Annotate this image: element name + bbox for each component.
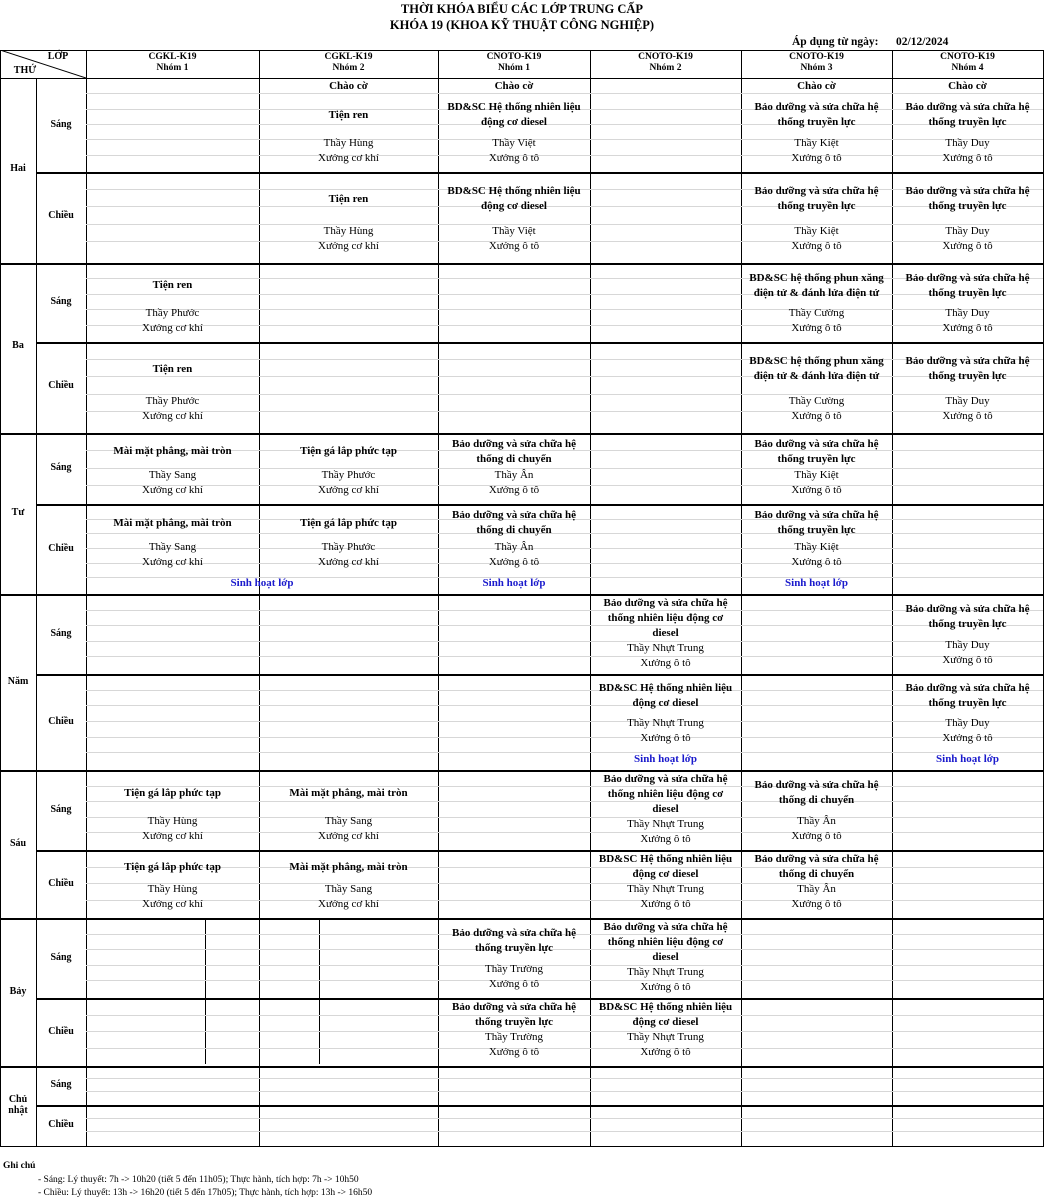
grid-line	[0, 1066, 1044, 1068]
entry-room: Xưởng cơ khí	[142, 556, 203, 568]
entry-subject: Bảo dưỡng và sửa chữa hệ thống truyền lực	[754, 437, 879, 465]
entry-subject: BD&SC Hệ thống nhiên liệu động cơ diesel	[447, 101, 581, 128]
entry-subject: Bảo dưỡng và sửa chữa hệ thống truyền lực	[905, 185, 1030, 212]
entry-subject: Bảo dưỡng và sửa chữa hệ thống truyền lực	[452, 1001, 576, 1028]
entry-subject: Tiện ren	[328, 192, 369, 205]
session-label	[36, 674, 86, 768]
entry-teacher: Thầy Trường	[485, 1031, 543, 1043]
entry-subject: Bảo dưỡng và sửa chữa hệ thống truyền lực	[754, 509, 879, 536]
entry-room: Xưởng ô tô	[791, 152, 842, 164]
entry-subject: Bảo dưỡng và sửa chữa hệ thống nhiên liệu động cơ diesel	[603, 921, 728, 963]
session-name: Chiều	[48, 877, 74, 889]
grid-line	[86, 1118, 1043, 1119]
schedule-entry	[260, 435, 437, 498]
session-name: Chiều	[48, 715, 74, 727]
schedule-entry	[742, 344, 891, 424]
entry-subject: Bảo dưỡng và sửa chữa hệ thống di chuyển	[754, 853, 879, 880]
flag-ceremony: Chào cờ	[948, 80, 987, 92]
entry-teacher: Thầy Hùng	[147, 815, 198, 827]
session-label	[36, 342, 86, 428]
day-name: Bảy	[9, 985, 27, 997]
entry-subject: Bảo dưỡng và sửa chữa hệ thống truyền lực	[905, 355, 1030, 382]
entry-subject: Bảo dưỡng và sửa chữa hệ thống truyền lực	[905, 101, 1030, 128]
entry-room: Xưởng ô tô	[488, 1046, 540, 1058]
entry-teacher: Thầy Cường	[788, 307, 845, 319]
flag-ceremony: Chào cờ	[329, 80, 368, 92]
schedule-entry	[260, 852, 437, 912]
entry-teacher: Thầy Cường	[788, 395, 845, 407]
schedule-entry	[87, 435, 258, 498]
day-label	[0, 433, 36, 592]
entry-subject: Mài mặt phẳng, mài tròn	[289, 786, 408, 799]
entry-teacher: Thầy Nhựt Trung	[627, 883, 704, 895]
schedule-entry	[87, 772, 258, 844]
grid-line	[86, 1091, 1043, 1092]
class-meeting: Sinh hoạt lớp	[936, 753, 999, 765]
session-label	[36, 850, 86, 916]
column-class: CGKL-K19	[324, 52, 373, 62]
schedule-entry	[591, 920, 740, 992]
session-name: Chiều	[48, 1119, 74, 1130]
class-meeting: Sinh hoạt lớp	[785, 577, 848, 589]
column-class: CGKL-K19	[148, 52, 197, 62]
session-name: Sáng	[50, 462, 72, 473]
entry-room: Xưởng ô tô	[488, 556, 540, 568]
entry-teacher: Thầy Hùng	[323, 137, 374, 149]
session-name: Chiều	[48, 209, 74, 221]
entry-room: Xưởng ô tô	[791, 240, 842, 252]
schedule-entry	[893, 676, 1042, 746]
entry-teacher: Thầy Ân	[797, 883, 836, 895]
entry-teacher: Thầy Trường	[485, 963, 543, 975]
column-class: CNOTO-K19	[940, 52, 995, 62]
schedule-entry	[439, 435, 589, 498]
entry-room: Xưởng ô tô	[942, 322, 993, 334]
session-name: Sáng	[50, 951, 72, 963]
day-label	[0, 1066, 36, 1144]
column-header	[590, 52, 741, 78]
schedule-entry	[893, 344, 1042, 424]
entry-room: Xưởng cơ khí	[142, 830, 203, 842]
session-label	[36, 1105, 86, 1144]
schedule-entry	[591, 596, 740, 668]
schedule-entry	[591, 852, 740, 912]
column-class: CNOTO-K19	[789, 52, 844, 62]
day-name: Sáu	[9, 837, 27, 849]
entry-room: Xưởng ô tô	[791, 898, 842, 910]
entry-teacher: Thầy Duy	[945, 225, 990, 237]
entry-subject: BD&SC Hệ thống nhiên liệu động cơ diesel	[598, 1001, 733, 1028]
entry-room: Xưởng ô tô	[488, 978, 540, 990]
session-label	[36, 263, 86, 340]
entry-room: Xưởng cơ khí	[318, 898, 379, 910]
class-meeting: Sinh hoạt lớp	[634, 753, 697, 765]
entry-room: Xưởng cơ khí	[142, 410, 203, 422]
header-day-label: THỨ	[13, 65, 37, 76]
column-header	[438, 52, 590, 78]
entry-subject: Bảo dưỡng và sửa chữa hệ thống nhiên liệu động cơ diesel	[603, 773, 728, 815]
grid-line	[205, 918, 206, 1064]
entry-room: Xưởng ô tô	[640, 657, 691, 669]
entry-teacher: Thầy Sang	[324, 815, 373, 827]
day-label	[0, 263, 36, 428]
entry-room: Xưởng cơ khí	[142, 484, 203, 496]
session-name: Sáng	[50, 118, 72, 130]
column-header	[86, 52, 259, 78]
entry-subject: Bảo dưỡng và sửa chữa hệ thống truyền lực	[905, 271, 1030, 299]
entry-teacher: Thầy Hùng	[147, 883, 198, 895]
entry-teacher: Thầy Nhựt Trung	[627, 717, 704, 729]
entry-subject: Bảo dưỡng và sửa chữa hệ thống truyền lực	[905, 682, 1030, 709]
column-group: Nhóm 2	[332, 63, 365, 73]
entry-teacher: Thầy Nhựt Trung	[627, 818, 704, 830]
session-name: Chiều	[48, 1025, 74, 1037]
apply-date-label: Áp dụng từ ngày:	[792, 36, 879, 48]
entry-room: Xưởng ô tô	[791, 484, 842, 496]
entry-subject: BD&SC hệ thống phun xăng điện tử & đánh lửa điện tử	[749, 355, 884, 382]
entry-teacher: Thầy Duy	[945, 717, 990, 729]
grid-line	[0, 50, 1044, 51]
schedule-entry	[260, 506, 437, 570]
entry-room: Xưởng cơ khí	[142, 898, 203, 910]
entry-room: Xưởng ô tô	[791, 322, 842, 334]
session-label	[36, 504, 86, 592]
session-name: Chiều	[48, 379, 74, 391]
entry-room: Xưởng ô tô	[942, 654, 993, 666]
day-name: Năm	[7, 675, 29, 687]
entry-subject: Tiện ren	[328, 108, 369, 121]
grid-line	[319, 918, 320, 1064]
flag-ceremony: Chào cờ	[797, 80, 836, 92]
column-header	[259, 52, 438, 78]
entry-room: Xưởng ô tô	[942, 152, 993, 164]
session-label	[36, 998, 86, 1064]
session-label	[36, 78, 86, 170]
session-label	[36, 1066, 86, 1103]
column-group: Nhóm 2	[649, 63, 682, 73]
entry-subject: Bảo dưỡng và sửa chữa hệ thống truyền lực	[754, 101, 879, 128]
schedule-entry	[591, 772, 740, 844]
entry-teacher: Thầy Duy	[945, 395, 990, 407]
entry-subject: Tiện ren	[152, 362, 193, 375]
entry-teacher: Thầy Việt	[492, 225, 536, 237]
schedule-entry	[591, 676, 740, 746]
entry-room: Xưởng ô tô	[488, 484, 540, 496]
entry-room: Xưởng cơ khí	[318, 240, 379, 252]
schedule-entry	[742, 174, 891, 254]
entry-room: Xưởng ô tô	[488, 152, 540, 164]
grid-line	[86, 1131, 1043, 1132]
column-group: Nhóm 1	[498, 63, 530, 73]
entry-subject: Tiện ren	[152, 279, 193, 291]
entry-room: Xưởng cơ khí	[142, 322, 203, 334]
entry-subject: Bảo dưỡng và sửa chữa hệ thống nhiên liệu động cơ diesel	[603, 597, 728, 639]
entry-teacher: Thầy Việt	[492, 137, 536, 149]
grid-line	[0, 594, 1044, 596]
entry-room: Xưởng ô tô	[791, 410, 842, 422]
column-group: Nhóm 3	[800, 63, 833, 73]
entry-teacher: Thầy Nhựt Trung	[627, 642, 704, 654]
entry-subject: Mài mặt phẳng, mài tròn	[113, 445, 232, 457]
entry-teacher: Thầy Ân	[797, 815, 836, 827]
schedule-entry	[87, 852, 258, 912]
entry-subject: Bảo dưỡng và sửa chữa hệ thống truyền lực	[452, 927, 576, 954]
schedule-entry	[591, 1000, 740, 1060]
entry-room: Xưởng ô tô	[640, 898, 691, 910]
session-name: Chiều	[48, 542, 74, 554]
entry-teacher: Thầy Sang	[324, 883, 373, 895]
day-name: Hai	[10, 162, 26, 174]
entry-room: Xưởng ô tô	[791, 556, 842, 568]
entry-teacher: Thầy Kiệt	[794, 137, 839, 149]
schedule-entry	[742, 265, 891, 336]
schedule-entry	[87, 265, 258, 336]
header-class-label: LỚP	[47, 51, 69, 62]
session-label	[36, 918, 86, 996]
entry-subject: Mài mặt phẳng, mài tròn	[289, 860, 408, 873]
schedule-entry	[439, 920, 589, 992]
entry-subject: BD&SC Hệ thống nhiên liệu động cơ diesel	[598, 682, 733, 709]
schedule-entry	[439, 1000, 589, 1060]
day-label	[0, 78, 36, 258]
day-name: Chủ nhật	[8, 1094, 28, 1116]
entry-subject: Tiện gá lắp phức tạp	[300, 516, 397, 529]
entry-room: Xưởng ô tô	[488, 240, 540, 252]
schedule-entry	[260, 94, 437, 166]
entry-teacher: Thầy Ân	[494, 541, 534, 553]
entry-teacher: Thầy Sang	[148, 469, 197, 481]
entry-teacher: Thầy Sang	[148, 541, 197, 553]
entry-teacher: Thầy Hùng	[323, 225, 374, 237]
schedule-entry	[742, 772, 891, 844]
entry-teacher: Thầy Duy	[945, 137, 990, 149]
entry-subject: BD&SC Hệ thống nhiên liệu động cơ diesel	[598, 853, 733, 880]
day-label	[0, 770, 36, 916]
schedule-entry	[439, 174, 589, 254]
column-class: CNOTO-K19	[638, 52, 693, 62]
schedule-entry	[439, 506, 589, 570]
schedule-entry	[439, 94, 589, 166]
entry-room: Xưởng ô tô	[791, 830, 842, 842]
grid-line	[86, 50, 87, 1146]
entry-teacher: Thầy Kiệt	[794, 469, 839, 481]
class-meeting: Sinh hoạt lớp	[230, 577, 294, 589]
entry-teacher: Thầy Nhựt Trung	[627, 966, 704, 978]
entry-room: Xưởng cơ khí	[318, 484, 379, 496]
class-meeting: Sinh hoạt lớp	[482, 577, 546, 589]
schedule-entry	[742, 94, 891, 166]
session-label	[36, 594, 86, 672]
entry-teacher: Thầy Phước	[145, 307, 200, 319]
entry-teacher: Thầy Duy	[945, 307, 990, 319]
session-label	[36, 172, 86, 258]
entry-room: Xưởng cơ khí	[318, 152, 379, 164]
document-subtitle: KHÓA 19 (KHOA KỸ THUẬT CÔNG NGHIỆP)	[389, 18, 655, 32]
schedule-entry	[893, 94, 1042, 166]
day-label	[0, 594, 36, 768]
entry-subject: Bảo dưỡng và sửa chữa hệ thống truyền lực	[754, 185, 879, 212]
session-label	[36, 433, 86, 502]
document-title: THỜI KHÓA BIỂU CÁC LỚP TRUNG CẤP	[400, 2, 644, 16]
flag-ceremony: Chào cờ	[494, 80, 534, 92]
session-label	[36, 770, 86, 848]
note-afternoon: - Chiều: Lý thuyết: 13h -> 16h20 (tiết 5 đến 17h05); Thực hành, tích hợp: 13h -> 16h50	[38, 1188, 373, 1198]
entry-room: Xưởng ô tô	[640, 833, 691, 845]
grid-line	[0, 1146, 1044, 1147]
entry-teacher: Thầy Phước	[321, 469, 376, 481]
day-name: Ba	[12, 340, 24, 351]
day-label	[0, 918, 36, 1064]
entry-subject: BD&SC hệ thống phun xăng điện tử & đánh lửa điện tử	[749, 271, 884, 299]
column-header	[892, 52, 1043, 78]
notes-heading: Ghi chú	[3, 1161, 36, 1171]
entry-subject: Mài mặt phẳng, mài tròn	[113, 516, 232, 529]
day-name: Tư	[11, 507, 25, 518]
note-morning: - Sáng: Lý thuyết: 7h -> 10h20 (tiết 5 đến 11h05); Thực hành, tích hợp: 7h -> 10h50	[38, 1175, 359, 1185]
entry-subject: Tiện gá lắp phức tạp	[300, 445, 397, 457]
grid-line	[36, 1105, 1044, 1107]
entry-subject: Bảo dưỡng và sửa chữa hệ thống di chuyển	[452, 437, 576, 465]
entry-room: Xưởng ô tô	[640, 1046, 691, 1058]
schedule-entry	[87, 344, 258, 424]
schedule-entry	[260, 174, 437, 254]
session-name: Sáng	[50, 296, 72, 307]
column-group: Nhóm 4	[951, 63, 984, 73]
entry-room: Xưởng ô tô	[640, 732, 691, 744]
session-name: Sáng	[50, 803, 72, 815]
schedule-entry	[893, 174, 1042, 254]
entry-room: Xưởng ô tô	[640, 981, 691, 993]
grid-line	[86, 1078, 1043, 1079]
schedule-entry	[893, 265, 1042, 336]
entry-subject: Bảo dưỡng và sửa chữa hệ thống truyền lực	[905, 603, 1030, 630]
column-header	[741, 52, 892, 78]
entry-teacher: Thầy Nhựt Trung	[627, 1031, 704, 1043]
entry-subject: Bảo dưỡng và sửa chữa hệ thống di chuyển	[754, 779, 879, 806]
entry-room: Xưởng cơ khí	[318, 556, 379, 568]
entry-room: Xưởng ô tô	[942, 240, 993, 252]
apply-date-value: 02/12/2024	[896, 36, 949, 48]
entry-teacher: Thầy Kiệt	[794, 225, 839, 237]
entry-room: Xưởng ô tô	[942, 732, 993, 744]
entry-subject: BD&SC Hệ thống nhiên liệu động cơ diesel	[447, 185, 581, 212]
schedule-entry	[87, 506, 258, 570]
entry-subject: Bảo dưỡng và sửa chữa hệ thống di chuyển	[452, 509, 576, 536]
column-class: CNOTO-K19	[486, 52, 542, 62]
entry-teacher: Thầy Phước	[321, 541, 376, 553]
schedule-entry	[742, 852, 891, 912]
entry-room: Xưởng ô tô	[942, 410, 993, 422]
schedule-entry	[893, 596, 1042, 668]
entry-subject: Tiện gá lắp phức tạp	[124, 860, 221, 873]
schedule-entry	[742, 435, 891, 498]
schedule-entry	[260, 772, 437, 844]
column-group: Nhóm 1	[156, 63, 189, 73]
session-name: Sáng	[50, 1079, 72, 1090]
session-name: Sáng	[50, 627, 72, 639]
entry-teacher: Thầy Ân	[494, 469, 534, 481]
entry-room: Xưởng cơ khí	[318, 830, 379, 842]
entry-teacher: Thầy Duy	[945, 639, 990, 651]
entry-teacher: Thầy Phước	[145, 395, 200, 407]
entry-subject: Tiện gá lắp phức tạp	[124, 786, 221, 799]
schedule-entry	[742, 506, 891, 570]
entry-teacher: Thầy Kiệt	[794, 541, 839, 553]
